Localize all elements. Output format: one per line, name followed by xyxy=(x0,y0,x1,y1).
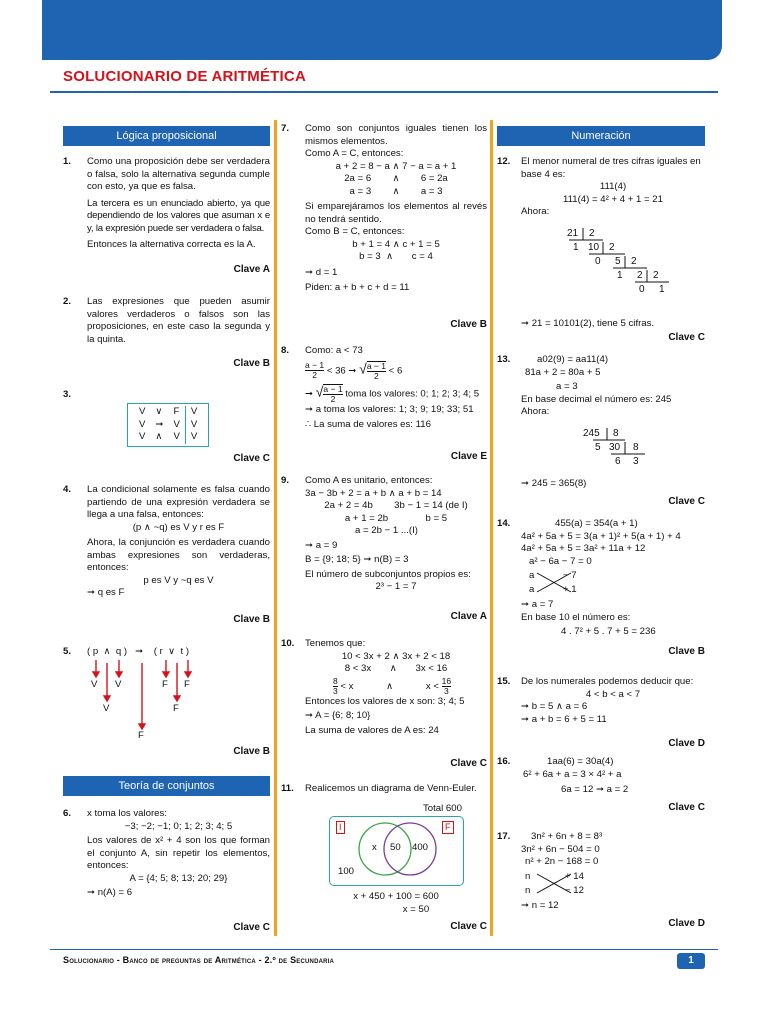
q14-factor-p1: + 1 xyxy=(563,584,577,595)
answer-key: Clave C xyxy=(668,496,705,507)
answer-key: Clave C xyxy=(233,922,270,933)
q4-paragraph-1: La condicional solamente es falsa cuando partiendo de una expresión verdadera se llega a una falsa, entonces: xyxy=(87,484,270,520)
question-number: 5. xyxy=(63,646,72,657)
q6-line-2: −3; −2; −1; 0; 1; 2; 3; 4; 5 xyxy=(124,820,233,832)
page-title: SOLUCIONARIO DE ARITMÉTICA xyxy=(63,68,306,85)
q13-line-3: a = 3 xyxy=(556,381,578,392)
q5-value-or: F xyxy=(173,703,179,714)
q12-line-4: ➞ 21 = 10101(2), tiene 5 cifras. xyxy=(521,318,655,329)
q14-line-1: 455(a) = 354(a + 1) xyxy=(555,518,638,529)
question-number: 12. xyxy=(497,156,511,167)
truth-table-row: V ➞ V V xyxy=(134,419,202,432)
q7-line-4: a = 3 ∧ a = 3 xyxy=(349,185,443,197)
q10-line-4: $\frac{8}{3}$ < x ∧ x < $\frac{16}{3}$ xyxy=(333,675,452,696)
answer-key: Clave C xyxy=(668,332,705,343)
q12-line-1: 111(4) xyxy=(599,181,627,192)
q9-line-3: 2a + 2 = 4b 3b − 1 = 14 (de I) xyxy=(324,500,468,511)
q11-line-2: x + 450 + 100 = 600 xyxy=(353,891,439,902)
q10-line-3: 8 < 3x ∧ 3x < 16 xyxy=(344,663,448,674)
q16-line-2: 6² + 6a + a = 3 × 4² + a xyxy=(523,768,622,780)
set-I-label: I xyxy=(336,821,345,834)
venn-50: 50 xyxy=(390,842,401,853)
q9-line-7: B = {9; 18; 5} ➞ n(B) = 3 xyxy=(305,554,409,565)
division-lines xyxy=(561,226,691,308)
q13-division: 245 8 5 30 8 6 3 xyxy=(581,426,671,471)
question-number: 16. xyxy=(497,756,511,767)
title-rule xyxy=(50,91,718,93)
answer-key: Clave C xyxy=(450,758,487,769)
q7-line-8: ➞ d = 1 xyxy=(305,266,338,278)
question-number: 2. xyxy=(63,296,72,307)
q7-line-7: b = 3 ∧ c = 4 xyxy=(359,251,433,262)
q13-line-6: ➞ 245 = 365(8) xyxy=(521,478,587,489)
venn-400: 400 xyxy=(412,842,429,853)
q4-line-1: (p ∧ ~q) es V y r es F xyxy=(132,521,225,533)
q5-value-result: F xyxy=(138,730,144,741)
q5-value-t: F xyxy=(184,679,190,690)
truth-table-row: V ∧ V V xyxy=(134,431,202,444)
sqrt-symbol: √ xyxy=(315,383,324,400)
answer-key: Clave A xyxy=(233,264,270,275)
answer-key: Clave C xyxy=(668,802,705,813)
q17-factor-n2: n xyxy=(525,885,531,896)
q9-line-9: 2³ − 1 = 7 xyxy=(375,581,417,592)
q6-line-1: x toma los valores: xyxy=(87,808,167,819)
q9-line-1: Como A es unitario, entonces: xyxy=(305,475,433,486)
q9-line-5: a = 2b − 1 ...(I) xyxy=(355,525,418,536)
section-header-logica: Lógica proposicional xyxy=(63,126,270,146)
q7-line-3: 2a = 6 ∧ 6 = 2a xyxy=(344,173,448,184)
q7-line-1: Como A = C, entonces: xyxy=(305,148,404,159)
q7-line-9: Piden: a + b + c + d = 11 xyxy=(305,282,410,293)
q5-expression: ( p ∧ q ) ➞ ( r ∨ t ) xyxy=(87,646,190,657)
page-number: 1 xyxy=(677,953,705,969)
venn-diagram xyxy=(329,816,464,886)
q7-paragraph-1: Como son conjuntos iguales tienen los mismos elementos. xyxy=(305,123,487,147)
question-number: 8. xyxy=(281,345,290,356)
q5-value-q: V xyxy=(115,679,122,690)
answer-key: Clave D xyxy=(668,738,705,749)
q14-factor-a2: a xyxy=(529,584,535,595)
sqrt-symbol: √ xyxy=(359,360,367,377)
answer-key: Clave C xyxy=(233,453,270,464)
column-right xyxy=(497,156,705,936)
footer-text: Solucionario - Banco de preguntas de Aritmética - 2.º de Secundaria xyxy=(63,955,335,965)
q10-line-1: Tenemos que: xyxy=(305,638,366,649)
set-F-label: F xyxy=(442,821,454,834)
q6-line-4: ➞ n(A) = 6 xyxy=(87,887,133,898)
question-number: 1. xyxy=(63,156,72,167)
q16-line-3: 6a = 12 ➞ a = 2 xyxy=(561,784,629,795)
answer-key: Clave B xyxy=(668,646,705,657)
question-number: 6. xyxy=(63,808,72,819)
truth-table xyxy=(127,403,209,447)
venn-x: x xyxy=(372,842,377,853)
q8-line-5: ∴ La suma de valores es: 116 xyxy=(305,419,431,430)
q15-line-2: 4 < b < a < 7 xyxy=(585,688,641,700)
q8-line-3: ➞ √ $\frac{a - 1}{2}$ toma los valores: 0; 1; 2; 3; 4; 5 xyxy=(305,383,480,404)
q16-line-1: 1aa(6) = 30a(4) xyxy=(547,756,614,767)
venn-total: Total 600 xyxy=(423,803,462,814)
q9-line-8: El número de subconjuntos propios es: xyxy=(305,568,471,580)
answer-key: Clave A xyxy=(450,611,487,622)
q13-line-4: En base decimal el número es: 245 xyxy=(521,393,672,405)
q6-line-3: A = {4; 5; 8; 13; 20; 29} xyxy=(129,872,228,884)
truth-table-row: V ∨ F V xyxy=(134,406,202,419)
column-middle xyxy=(281,123,487,936)
q15-line-3: ➞ b = 5 ∧ a = 6 xyxy=(521,701,588,712)
answer-key: Clave C xyxy=(450,921,487,932)
q15-line-4: ➞ a + b = 6 + 5 = 11 xyxy=(521,713,607,725)
q7-line-6: b + 1 = 4 ∧ c + 1 = 5 xyxy=(352,238,440,250)
q5-value-and: V xyxy=(103,703,110,714)
q1-paragraph-1: Como una proposición debe ser verdadera o falsa, solo la alternativa segunda cumple con esto, ya que es falsa. xyxy=(87,156,270,192)
answer-key: Clave E xyxy=(450,451,487,462)
q17-line-6: ➞ n = 12 xyxy=(521,900,559,911)
q14-factor-m7: − 7 xyxy=(563,570,577,581)
top-banner-blue xyxy=(42,0,722,60)
q9-line-4: a + 1 = 2b b = 5 xyxy=(344,512,448,524)
q14-line-8: En base 10 el número es: xyxy=(521,612,631,623)
answer-key: Clave B xyxy=(233,358,270,369)
q1-paragraph-2: La tercera es un enunciado abierto, ya que dependiendo de los valores que asuman x e y, la expresión puede ser verdadera o falsa. xyxy=(87,197,270,234)
question-number: 15. xyxy=(497,676,511,687)
question-number: 3. xyxy=(63,389,72,400)
q17-line-1: 3n² + 6n + 8 = 8³ xyxy=(531,831,603,842)
q11-line-1: Realicemos un diagrama de Venn-Euler. xyxy=(305,783,477,794)
footer-rule xyxy=(50,949,718,950)
q17-factor-m12: − 12 xyxy=(565,885,584,896)
section-header-numeracion: Numeración xyxy=(497,126,705,146)
q6-paragraph: Los valores de x² + 4 son los que forman el conjunto A, sin repetir los elementos, entonces: xyxy=(87,835,270,871)
question-number: 14. xyxy=(497,518,511,529)
column-left xyxy=(63,156,270,936)
question-number: 13. xyxy=(497,354,511,365)
q10-line-5: Entonces los valores de x son: 3; 4; 5 xyxy=(305,695,465,707)
q10-line-6: ➞ A = {6; 8; 10} xyxy=(305,710,371,721)
q1-paragraph-3: Entonces la alternativa correcta es la A. xyxy=(87,239,256,250)
answer-key: Clave B xyxy=(233,614,270,625)
q4-line-3: ➞ q es F xyxy=(87,587,125,598)
question-number: 17. xyxy=(497,831,511,842)
question-number: 11. xyxy=(281,783,294,794)
q14-factor-a1: a xyxy=(529,570,535,581)
column-divider-right xyxy=(490,120,493,936)
q7-line-5: Como B = C, entonces: xyxy=(305,226,405,237)
q14-line-9: 4 . 7² + 5 . 7 + 5 = 236 xyxy=(561,626,656,637)
q13-line-1: a02(9) = aa11(4) xyxy=(537,354,609,365)
top-banner xyxy=(0,0,768,60)
q7-line-2: a + 2 = 8 − a ∧ 7 − a = a + 1 xyxy=(335,160,457,172)
q13-line-2: 81a + 2 = 80a + 5 xyxy=(525,366,601,378)
q9-line-6: ➞ a = 9 xyxy=(305,539,338,551)
q17-line-3: n² + 2n − 168 = 0 xyxy=(525,856,599,867)
q14-line-2: 4a² + 5a + 5 = 3(a + 1)² + 5(a + 1) + 4 xyxy=(521,530,681,542)
question-number: 7. xyxy=(281,123,290,134)
q14-line-4: a² − 6a − 7 = 0 xyxy=(529,555,592,567)
answer-key: Clave B xyxy=(233,746,270,757)
question-number: 9. xyxy=(281,475,290,486)
q10-line-2: 10 < 3x + 2 ∧ 3x + 2 < 18 xyxy=(341,650,451,662)
q4-line-2: p es V y ~q es V xyxy=(143,574,214,586)
q11-line-3: x = 50 xyxy=(402,904,430,915)
q12-division: 21 2 1 10 2 0 5 2 1 2 2 0 1 xyxy=(561,226,691,308)
q4-paragraph-2: Ahora, la conjunción es verdadera cuando ambas expresiones son verdaderas, entonces: xyxy=(87,537,270,573)
q8-line-1: Como: a < 73 xyxy=(305,345,363,356)
q14-line-3: 4a² + 5a + 5 = 3a² + 11a + 12 xyxy=(521,543,646,554)
question-number: 4. xyxy=(63,484,72,495)
section-header-conjuntos: Teoría de conjuntos xyxy=(63,776,270,796)
q8-line-4: ➞ a toma los valores: 1; 3; 9; 19; 33; 51 xyxy=(305,403,474,415)
q10-line-7: La suma de valores de A es: 24 xyxy=(305,724,439,736)
answer-key: Clave B xyxy=(450,319,487,330)
q14-line-7: ➞ a = 7 xyxy=(521,599,554,610)
q12-line-3: Ahora: xyxy=(521,206,550,217)
venn-100: 100 xyxy=(338,866,355,877)
answer-key: Clave D xyxy=(668,918,705,929)
q17-factor-n1: n xyxy=(525,871,531,882)
q5-value-p: V xyxy=(91,679,98,690)
q7-paragraph-2: Si emparejáramos los elementos al revés no tendrá sentido. xyxy=(305,201,487,225)
q13-line-5: Ahora: xyxy=(521,406,550,417)
q8-line-2: $\frac{a - 1}{2}$ < 36 ➞ √ $\frac{a - 1}{2}$ < 6 xyxy=(305,360,403,381)
q2-paragraph: Las expresiones que pueden asumir valores verdaderos o falsos son las proposiciones, en este caso la segunda y la quinta. xyxy=(87,296,270,345)
q17-factor-p14: + 14 xyxy=(565,871,584,882)
q12-paragraph: El menor numeral de tres cifras iguales en base 4 es: xyxy=(521,156,701,180)
q17-line-2: 3n² + 6n − 504 = 0 xyxy=(521,843,600,855)
q9-line-2: 3a − 3b + 2 = a + b ∧ a + b = 14 xyxy=(305,487,442,499)
q5-value-r: F xyxy=(162,679,168,690)
column-divider-left xyxy=(274,120,277,936)
q15-line-1: De los numerales podemos deducir que: xyxy=(521,676,694,687)
question-number: 10. xyxy=(281,638,295,649)
q12-line-2: 111(4) = 4² + 4 + 1 = 21 xyxy=(563,193,663,205)
